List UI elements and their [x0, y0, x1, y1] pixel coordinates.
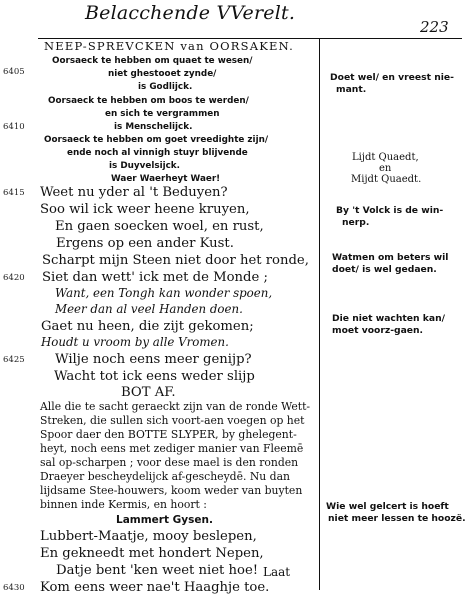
margin-note-line: doet/ is wel gedaen. — [332, 264, 437, 275]
proverb-line: Oorsaeck te hebben om quaet te wesen/ — [52, 56, 253, 66]
line-number: 6415 — [3, 188, 25, 198]
final-verse-line: Kom eens weer nae't Haaghje toe. — [40, 580, 270, 595]
margin-note-line: nerp. — [342, 217, 370, 228]
line-number: 6425 — [3, 355, 25, 365]
margin-note-line: Mijdt Quaedt. — [351, 174, 422, 185]
verse-line: Wilje noch eens meer genijp? — [55, 352, 252, 367]
prose-line: sal op-scharpen ; voor dese mael is den ronden — [40, 456, 299, 469]
verse-line: Scharpt mijn Steen niet door het ronde, — [42, 253, 309, 268]
bot-af-heading: BOT AF. — [121, 385, 176, 400]
prose-line: lijdsame Stee-houwers, koom weder van buyten — [40, 484, 303, 497]
margin-note-line: niet meer lessen te hoozë. — [328, 513, 466, 524]
margin-note-line: By 't Volck is de win- — [336, 205, 444, 216]
final-verse-line: Lubbert-Maatje, mooy beslepen, — [40, 529, 257, 544]
verse-line: Houdt u vroom by alle Vromen. — [41, 335, 229, 349]
proverb-line: is Duyvelsijck. — [109, 161, 181, 171]
proverb-line: Waer Waerheyt Waer! — [111, 174, 221, 184]
verse-line: Meer dan al veel Handen doen. — [55, 302, 243, 316]
speaker-name: Lammert Gysen. — [116, 514, 213, 526]
margin-note-line: en — [379, 163, 392, 174]
margin-note-line: mant. — [336, 84, 367, 95]
verse-line: Siet dan wett' ick met de Monde ; — [42, 270, 268, 285]
verse-line: Want, een Tongh kan wonder spoen, — [55, 286, 273, 300]
proverb-line: Oorsaeck te hebben om goet vreedighte zijn/ — [44, 135, 269, 145]
margin-note-line: Die niet wachten kan/ — [332, 313, 445, 324]
catchword: Laat — [263, 565, 291, 579]
prose-line: Alle die te sacht geraeckt zijn van de ronde Wett- — [40, 400, 311, 413]
verse-line: En gaen soecken woel, en rust, — [55, 219, 264, 234]
line-number: 6405 — [3, 67, 25, 77]
line-number: 6410 — [3, 122, 25, 132]
line-number: 6420 — [3, 273, 25, 283]
margin-note-line: moet voorz-gaen. — [332, 325, 424, 336]
final-verse-line: En gekneedt met hondert Nepen, — [40, 546, 264, 561]
verse-line: Soo wil ick weer heene kruyen, — [40, 202, 250, 217]
line-number: 6430 — [3, 583, 25, 593]
proverb-line: ende noch al vinnigh stuyr blijvende — [67, 148, 248, 158]
margin-note-line: Doet wel/ en vreest nie- — [330, 72, 454, 83]
column-divider-rule — [319, 38, 320, 590]
verse-line: Gaet nu heen, die zijt gekomen; — [41, 319, 254, 334]
running-header-title: Belacchende VVerelt. — [85, 2, 296, 24]
margin-note-line: Lijdt Quaedt, — [352, 152, 419, 163]
prose-line: heyt, noch eens met zediger manier van Fleemē — [40, 442, 304, 455]
section-title: NEEP-SPREVCKEN van OORSAKEN. — [44, 39, 295, 53]
margin-note-line: Wie wel gelcert is hoeft — [326, 501, 449, 512]
verse-line: Weet nu yder al 't Beduyen? — [40, 185, 228, 200]
prose-line: binnen inde Kermis, en hoort : — [40, 498, 207, 511]
prose-line: Draeyer bescheydelijck af-gescheydē. Nu dan — [40, 470, 290, 483]
proverb-line: en sich te vergrammen — [105, 109, 220, 119]
proverb-line: is Godlijck. — [138, 82, 193, 92]
prose-line: Spoor daer den BOTTE SLYPER, by ghelegent- — [40, 428, 297, 441]
final-verse-line: Datje bent 'ken weet niet hoe! — [56, 563, 259, 578]
proverb-line: niet ghestooet zynde/ — [108, 69, 217, 79]
margin-note-line: Watmen om beters wil — [332, 252, 449, 263]
page-number: 223 — [420, 18, 449, 36]
verse-line: Ergens op een ander Kust. — [56, 236, 234, 251]
prose-line: Streken, die sullen sich voort-aen voegen op het — [40, 414, 305, 427]
proverb-line: is Menschelijck. — [114, 122, 193, 132]
proverb-line: Oorsaeck te hebben om boos te werden/ — [48, 96, 249, 106]
verse-line: Wacht tot ick eens weder slijp — [54, 369, 255, 384]
